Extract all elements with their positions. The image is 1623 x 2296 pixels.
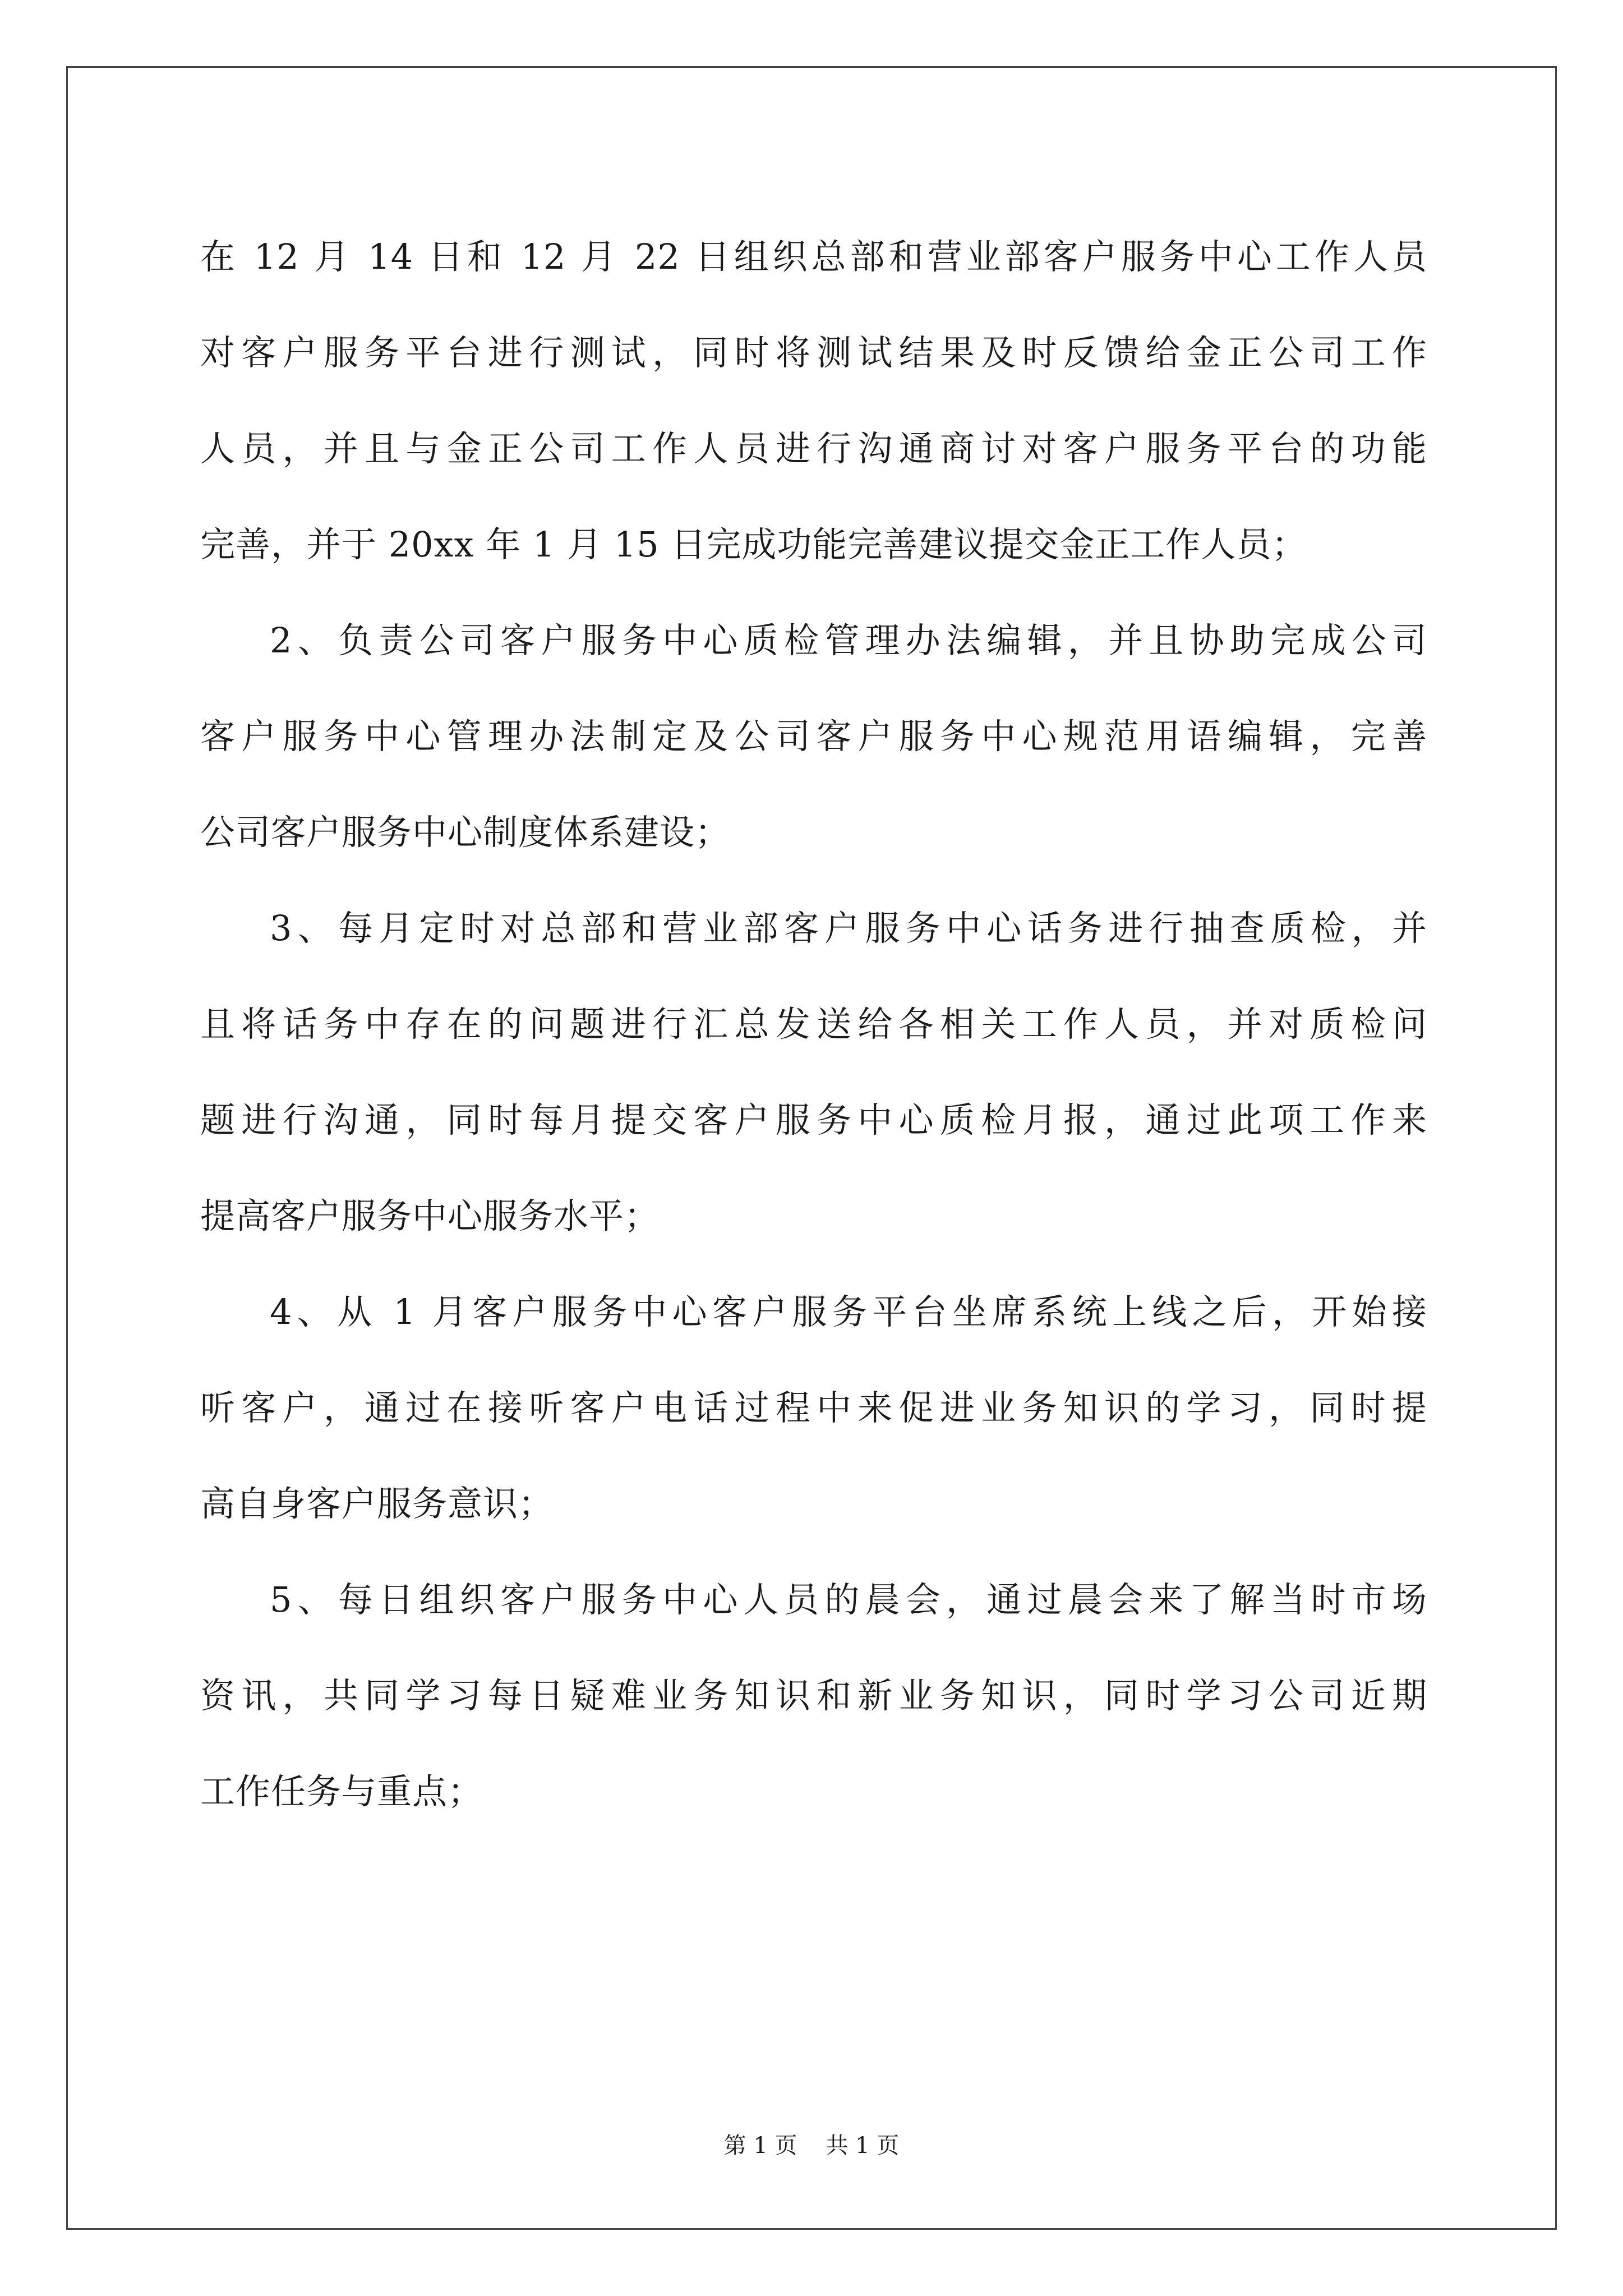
text-line: 高自身客户服务意识； [200,1483,554,1524]
text-line: 2、负责公司客户服务中心质检管理办法编辑，并且协助完成公司 [270,620,1427,661]
text-line: 公司客户服务中心制度体系建设； [200,812,731,853]
text-line: 3、每月定时对总部和营业部客户服务中心话务进行抽查质检，并 [270,908,1427,949]
paragraph-5 [200,1552,1427,1839]
paragraph-2 [200,592,1427,880]
text-line: 人员，并且与金正公司工作人员进行沟通商讨对客户服务平台的功能 [200,428,1427,469]
text-line: 资讯，共同学习每日疑难业务知识和新业务知识，同时学习公司近期 [200,1675,1427,1716]
text-line: 在 12 月 14 日和 12 月 22 日组织总部和营业部客户服务中心工作人员 [200,236,1427,277]
text-line: 听客户，通过在接听客户电话过程中来促进业务知识的学习，同时提 [200,1387,1427,1428]
paragraph-4 [200,1264,1427,1552]
page-footer [0,2129,1623,2162]
text-line: 题进行沟通，同时每月提交客户服务中心质检月报，通过此项工作来 [200,1099,1427,1140]
text-line: 4、从 1 月客户服务中心客户服务平台坐席系统上线之后，开始接 [270,1291,1427,1332]
text-line: 提高客户服务中心服务水平； [200,1195,660,1236]
page-total: 共 1 页 [826,2133,900,2159]
text-line: 完善，并于 20xx 年 1 月 15 日完成功能完善建议提交金正工作人员； [200,524,1307,565]
footer-spacer [797,2133,826,2159]
document-body [200,209,1427,1839]
text-line: 客户服务中心管理办法制定及公司客户服务中心规范用语编辑，完善 [200,716,1427,757]
text-line: 5、每日组织客户服务中心人员的晨会，通过晨会来了解当时市场 [270,1579,1427,1620]
text-line: 工作任务与重点； [200,1771,483,1812]
paragraph-3 [200,880,1427,1264]
paragraph-1 [200,209,1427,592]
text-line: 对客户服务平台进行测试，同时将测试结果及时反馈给金正公司工作 [200,332,1427,373]
page-number: 第 1 页 [723,2133,797,2159]
text-line: 且将话务中存在的问题进行汇总发送给各相关工作人员，并对质检问 [200,1004,1427,1045]
